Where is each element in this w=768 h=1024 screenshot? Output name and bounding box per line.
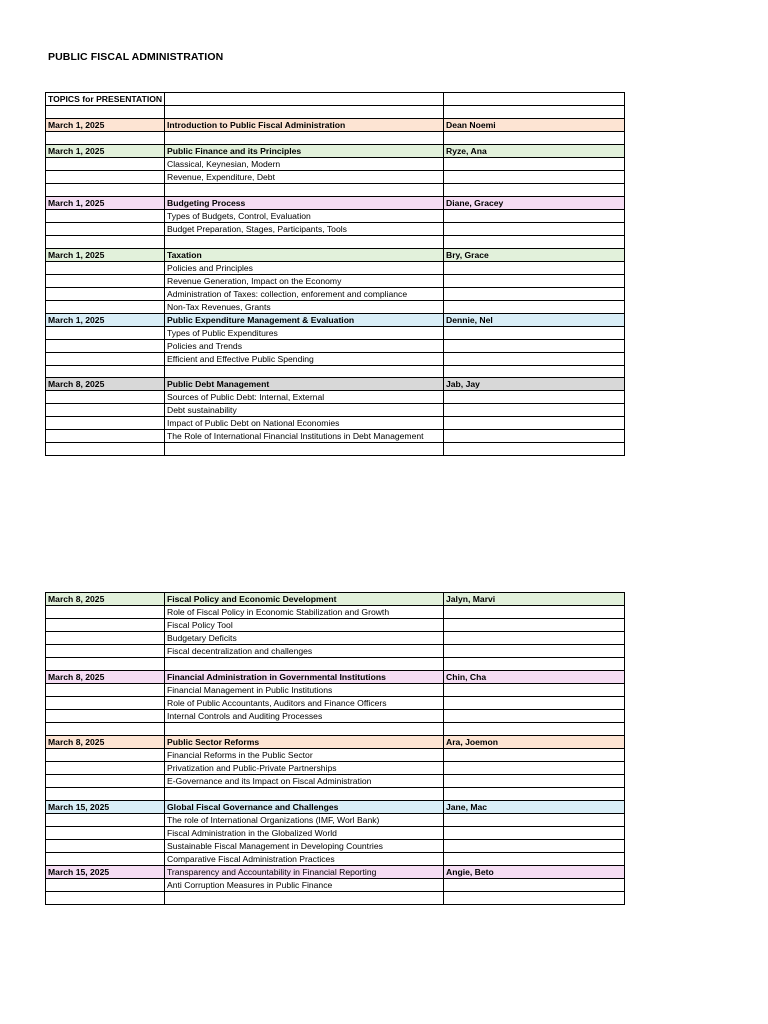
date-cell[interactable] bbox=[46, 774, 165, 787]
presenter-cell[interactable] bbox=[444, 658, 625, 671]
topic-cell[interactable] bbox=[165, 93, 444, 106]
presenter-cell[interactable]: Chin, Cha bbox=[444, 670, 625, 683]
date-cell[interactable]: TOPICS for PRESENTATION bbox=[46, 93, 165, 106]
presenter-cell[interactable] bbox=[444, 93, 625, 106]
presenter-cell[interactable] bbox=[444, 209, 625, 222]
date-cell[interactable] bbox=[46, 170, 165, 183]
table-row bbox=[46, 326, 625, 339]
presenter-cell[interactable] bbox=[444, 813, 625, 826]
topic-cell[interactable] bbox=[165, 891, 444, 904]
table-row bbox=[46, 365, 625, 378]
date-cell[interactable] bbox=[46, 632, 165, 645]
date-cell[interactable] bbox=[46, 222, 165, 235]
date-cell[interactable] bbox=[46, 748, 165, 761]
topic-cell[interactable]: Sources of Public Debt: Internal, External bbox=[165, 391, 444, 404]
date-cell[interactable]: March 8, 2025 bbox=[46, 670, 165, 683]
table-row bbox=[46, 878, 625, 891]
topic-cell[interactable]: Non-Tax Revenues, Grants bbox=[165, 300, 444, 313]
date-cell[interactable] bbox=[46, 365, 165, 378]
topic-cell[interactable] bbox=[165, 365, 444, 378]
topic-cell[interactable]: Internal Controls and Auditing Processes bbox=[165, 709, 444, 722]
topic-cell[interactable]: Impact of Public Debt on National Economies bbox=[165, 417, 444, 430]
date-cell[interactable] bbox=[46, 443, 165, 456]
table-row bbox=[46, 106, 625, 119]
table-row bbox=[46, 443, 625, 456]
date-cell[interactable]: March 1, 2025 bbox=[46, 118, 165, 131]
presenter-cell[interactable] bbox=[444, 222, 625, 235]
date-cell[interactable] bbox=[46, 261, 165, 274]
date-cell[interactable] bbox=[46, 287, 165, 300]
topic-cell[interactable]: Efficient and Effective Public Spending bbox=[165, 352, 444, 365]
schedule-table-2 bbox=[45, 592, 625, 905]
table-row bbox=[46, 417, 625, 430]
presenter-cell[interactable]: Jalyn, Marvi bbox=[444, 593, 625, 606]
topic-cell[interactable] bbox=[165, 658, 444, 671]
presenter-cell[interactable] bbox=[444, 787, 625, 800]
table-row bbox=[46, 222, 625, 235]
table-row bbox=[46, 430, 625, 443]
date-cell[interactable] bbox=[46, 683, 165, 696]
table-row bbox=[46, 131, 625, 144]
presenter-cell[interactable] bbox=[444, 287, 625, 300]
date-cell[interactable] bbox=[46, 106, 165, 119]
table-row bbox=[46, 891, 625, 904]
topic-cell[interactable]: Anti Corruption Measures in Public Finance bbox=[165, 878, 444, 891]
presenter-cell[interactable] bbox=[444, 891, 625, 904]
date-cell[interactable]: March 1, 2025 bbox=[46, 196, 165, 209]
date-cell[interactable] bbox=[46, 131, 165, 144]
date-cell[interactable] bbox=[46, 722, 165, 735]
table-row bbox=[46, 839, 625, 852]
topic-header-row bbox=[46, 144, 625, 157]
table-row bbox=[46, 339, 625, 352]
table-row bbox=[46, 774, 625, 787]
date-cell[interactable] bbox=[46, 709, 165, 722]
presenter-cell[interactable] bbox=[444, 709, 625, 722]
date-cell[interactable] bbox=[46, 326, 165, 339]
date-cell[interactable] bbox=[46, 787, 165, 800]
topic-cell[interactable]: The role of International Organizations (IMF, Worl Bank) bbox=[165, 813, 444, 826]
presenter-cell[interactable] bbox=[444, 235, 625, 248]
presenter-cell[interactable] bbox=[444, 774, 625, 787]
topic-cell[interactable]: Fiscal Policy Tool bbox=[165, 619, 444, 632]
topic-cell[interactable]: Public Debt Management bbox=[165, 378, 444, 391]
topic-header-row bbox=[46, 865, 625, 878]
table-row bbox=[46, 287, 625, 300]
topic-cell[interactable]: Global Fiscal Governance and Challenges bbox=[165, 800, 444, 813]
topic-cell[interactable]: Sustainable Fiscal Management in Developing Countries bbox=[165, 839, 444, 852]
presenter-cell[interactable] bbox=[444, 274, 625, 287]
presenter-cell[interactable] bbox=[444, 826, 625, 839]
date-cell[interactable] bbox=[46, 852, 165, 865]
topic-cell[interactable]: Taxation bbox=[165, 248, 444, 261]
table-row bbox=[46, 183, 625, 196]
topic-header-row bbox=[46, 118, 625, 131]
topic-cell[interactable]: Revenue, Expenditure, Debt bbox=[165, 170, 444, 183]
presenter-cell[interactable]: Jab, Jay bbox=[444, 378, 625, 391]
table-row bbox=[46, 300, 625, 313]
table-row bbox=[46, 696, 625, 709]
presenter-cell[interactable] bbox=[444, 183, 625, 196]
topic-cell[interactable]: Role of Fiscal Policy in Economic Stabilization and Growth bbox=[165, 606, 444, 619]
topic-header-row bbox=[46, 93, 625, 106]
date-cell[interactable] bbox=[46, 606, 165, 619]
table-row bbox=[46, 826, 625, 839]
presenter-cell[interactable] bbox=[444, 404, 625, 417]
presenter-cell[interactable]: Jane, Mac bbox=[444, 800, 625, 813]
presenter-cell[interactable]: Ryze, Ana bbox=[444, 144, 625, 157]
topic-cell[interactable]: Debt sustainability bbox=[165, 404, 444, 417]
date-cell[interactable] bbox=[46, 209, 165, 222]
presenter-cell[interactable] bbox=[444, 645, 625, 658]
date-cell[interactable] bbox=[46, 157, 165, 170]
topic-header-row bbox=[46, 313, 625, 326]
date-cell[interactable] bbox=[46, 619, 165, 632]
date-cell[interactable]: March 1, 2025 bbox=[46, 144, 165, 157]
table-row bbox=[46, 606, 625, 619]
presenter-cell[interactable]: Bry, Grace bbox=[444, 248, 625, 261]
topic-cell[interactable]: Fiscal Policy and Economic Development bbox=[165, 593, 444, 606]
presenter-cell[interactable] bbox=[444, 722, 625, 735]
schedule-table-1 bbox=[45, 92, 625, 456]
date-cell[interactable] bbox=[46, 235, 165, 248]
presenter-cell[interactable] bbox=[444, 761, 625, 774]
topic-cell[interactable]: Types of Public Expenditures bbox=[165, 326, 444, 339]
topic-cell[interactable] bbox=[165, 443, 444, 456]
presenter-cell[interactable] bbox=[444, 365, 625, 378]
date-cell[interactable] bbox=[46, 352, 165, 365]
topic-cell[interactable]: Financial Administration in Governmental Institutions bbox=[165, 670, 444, 683]
topic-cell[interactable] bbox=[165, 106, 444, 119]
presenter-cell[interactable] bbox=[444, 748, 625, 761]
presenter-cell[interactable] bbox=[444, 852, 625, 865]
presenter-cell[interactable] bbox=[444, 443, 625, 456]
topic-cell[interactable]: Fiscal decentralization and challenges bbox=[165, 645, 444, 658]
topic-header-row bbox=[46, 196, 625, 209]
topic-cell[interactable]: Classical, Keynesian, Modern bbox=[165, 157, 444, 170]
topic-cell[interactable] bbox=[165, 235, 444, 248]
topic-cell[interactable] bbox=[165, 722, 444, 735]
table-row bbox=[46, 683, 625, 696]
date-cell[interactable] bbox=[46, 658, 165, 671]
date-cell[interactable] bbox=[46, 430, 165, 443]
table-row bbox=[46, 619, 625, 632]
date-cell[interactable] bbox=[46, 878, 165, 891]
date-cell[interactable]: March 15, 2025 bbox=[46, 800, 165, 813]
table-row bbox=[46, 813, 625, 826]
table-row bbox=[46, 632, 625, 645]
topic-cell[interactable]: Public Finance and its Principles bbox=[165, 144, 444, 157]
date-cell[interactable] bbox=[46, 417, 165, 430]
date-cell[interactable] bbox=[46, 391, 165, 404]
table-row bbox=[46, 787, 625, 800]
table-row bbox=[46, 261, 625, 274]
presenter-cell[interactable]: Angie, Beto bbox=[444, 865, 625, 878]
topic-cell[interactable]: Introduction to Public Fiscal Administration bbox=[165, 118, 444, 131]
table-row bbox=[46, 709, 625, 722]
topic-cell[interactable]: Financial Management in Public Institutions bbox=[165, 683, 444, 696]
presenter-cell[interactable] bbox=[444, 326, 625, 339]
topic-cell[interactable]: Budget Preparation, Stages, Participants, Tools bbox=[165, 222, 444, 235]
topic-cell[interactable]: Policies and Trends bbox=[165, 339, 444, 352]
table-row bbox=[46, 852, 625, 865]
date-cell[interactable]: March 8, 2025 bbox=[46, 593, 165, 606]
presenter-cell[interactable] bbox=[444, 170, 625, 183]
topic-cell[interactable] bbox=[165, 183, 444, 196]
presenter-cell[interactable] bbox=[444, 839, 625, 852]
presenter-cell[interactable]: Diane, Gracey bbox=[444, 196, 625, 209]
table-row bbox=[46, 235, 625, 248]
topic-cell[interactable] bbox=[165, 131, 444, 144]
topic-cell[interactable]: Revenue Generation, Impact on the Economy bbox=[165, 274, 444, 287]
topic-cell[interactable]: Administration of Taxes: collection, enforement and compliance bbox=[165, 287, 444, 300]
topic-cell[interactable]: Budgetary Deficits bbox=[165, 632, 444, 645]
topic-header-row bbox=[46, 670, 625, 683]
date-cell[interactable] bbox=[46, 696, 165, 709]
presenter-cell[interactable] bbox=[444, 339, 625, 352]
date-cell[interactable] bbox=[46, 826, 165, 839]
topic-cell[interactable] bbox=[165, 787, 444, 800]
date-cell[interactable]: March 8, 2025 bbox=[46, 378, 165, 391]
presenter-cell[interactable] bbox=[444, 417, 625, 430]
topic-cell[interactable]: Financial Reforms in the Public Sector bbox=[165, 748, 444, 761]
table-row bbox=[46, 761, 625, 774]
topic-header-row bbox=[46, 378, 625, 391]
topic-cell[interactable]: Policies and Principles bbox=[165, 261, 444, 274]
table-row bbox=[46, 170, 625, 183]
presenter-cell[interactable] bbox=[444, 619, 625, 632]
page-title: PUBLIC FISCAL ADMINISTRATION bbox=[48, 51, 224, 63]
date-cell[interactable] bbox=[46, 274, 165, 287]
date-cell[interactable] bbox=[46, 645, 165, 658]
presenter-cell[interactable] bbox=[444, 696, 625, 709]
topic-header-row bbox=[46, 248, 625, 261]
date-cell[interactable] bbox=[46, 404, 165, 417]
date-cell[interactable] bbox=[46, 839, 165, 852]
topic-cell[interactable]: Privatization and Public-Private Partnerships bbox=[165, 761, 444, 774]
date-cell[interactable] bbox=[46, 300, 165, 313]
table-row bbox=[46, 391, 625, 404]
presenter-cell[interactable] bbox=[444, 106, 625, 119]
date-cell[interactable]: March 8, 2025 bbox=[46, 735, 165, 748]
table-row bbox=[46, 157, 625, 170]
topic-cell[interactable]: Types of Budgets, Control, Evaluation bbox=[165, 209, 444, 222]
date-cell[interactable]: March 15, 2025 bbox=[46, 865, 165, 878]
table-row bbox=[46, 352, 625, 365]
date-cell[interactable] bbox=[46, 761, 165, 774]
date-cell[interactable] bbox=[46, 183, 165, 196]
presenter-cell[interactable]: Ara, Joemon bbox=[444, 735, 625, 748]
presenter-cell[interactable] bbox=[444, 300, 625, 313]
presenter-cell[interactable] bbox=[444, 352, 625, 365]
topic-header-row bbox=[46, 735, 625, 748]
presenter-cell[interactable] bbox=[444, 606, 625, 619]
date-cell[interactable] bbox=[46, 891, 165, 904]
topic-cell[interactable]: Role of Public Accountants, Auditors and Finance Officers bbox=[165, 696, 444, 709]
topic-cell[interactable]: Public Sector Reforms bbox=[165, 735, 444, 748]
topic-cell[interactable]: Transparency and Accountability in Financial Reporting bbox=[165, 865, 444, 878]
topic-cell[interactable]: Budgeting Process bbox=[165, 196, 444, 209]
presenter-cell[interactable]: Dean Noemi bbox=[444, 118, 625, 131]
date-cell[interactable]: March 1, 2025 bbox=[46, 313, 165, 326]
table-row bbox=[46, 404, 625, 417]
presenter-cell[interactable] bbox=[444, 878, 625, 891]
topic-cell[interactable]: Fiscal Administration in the Globalized World bbox=[165, 826, 444, 839]
topic-cell[interactable]: Public Expenditure Management & Evaluation bbox=[165, 313, 444, 326]
table-row bbox=[46, 658, 625, 671]
presenter-cell[interactable] bbox=[444, 131, 625, 144]
table-row bbox=[46, 722, 625, 735]
topic-header-row bbox=[46, 593, 625, 606]
presenter-cell[interactable] bbox=[444, 632, 625, 645]
presenter-cell[interactable] bbox=[444, 157, 625, 170]
presenter-cell[interactable] bbox=[444, 430, 625, 443]
presenter-cell[interactable]: Dennie, Nel bbox=[444, 313, 625, 326]
table-row bbox=[46, 645, 625, 658]
presenter-cell[interactable] bbox=[444, 261, 625, 274]
date-cell[interactable] bbox=[46, 813, 165, 826]
date-cell[interactable] bbox=[46, 339, 165, 352]
table-row bbox=[46, 274, 625, 287]
topic-cell[interactable]: Comparative Fiscal Administration Practices bbox=[165, 852, 444, 865]
table-row bbox=[46, 748, 625, 761]
presenter-cell[interactable] bbox=[444, 683, 625, 696]
presenter-cell[interactable] bbox=[444, 391, 625, 404]
topic-header-row bbox=[46, 800, 625, 813]
date-cell[interactable]: March 1, 2025 bbox=[46, 248, 165, 261]
topic-cell[interactable]: The Role of International Financial Institutions in Debt Management bbox=[165, 430, 444, 443]
table-row bbox=[46, 209, 625, 222]
topic-cell[interactable]: E-Governance and its Impact on Fiscal Administration bbox=[165, 774, 444, 787]
